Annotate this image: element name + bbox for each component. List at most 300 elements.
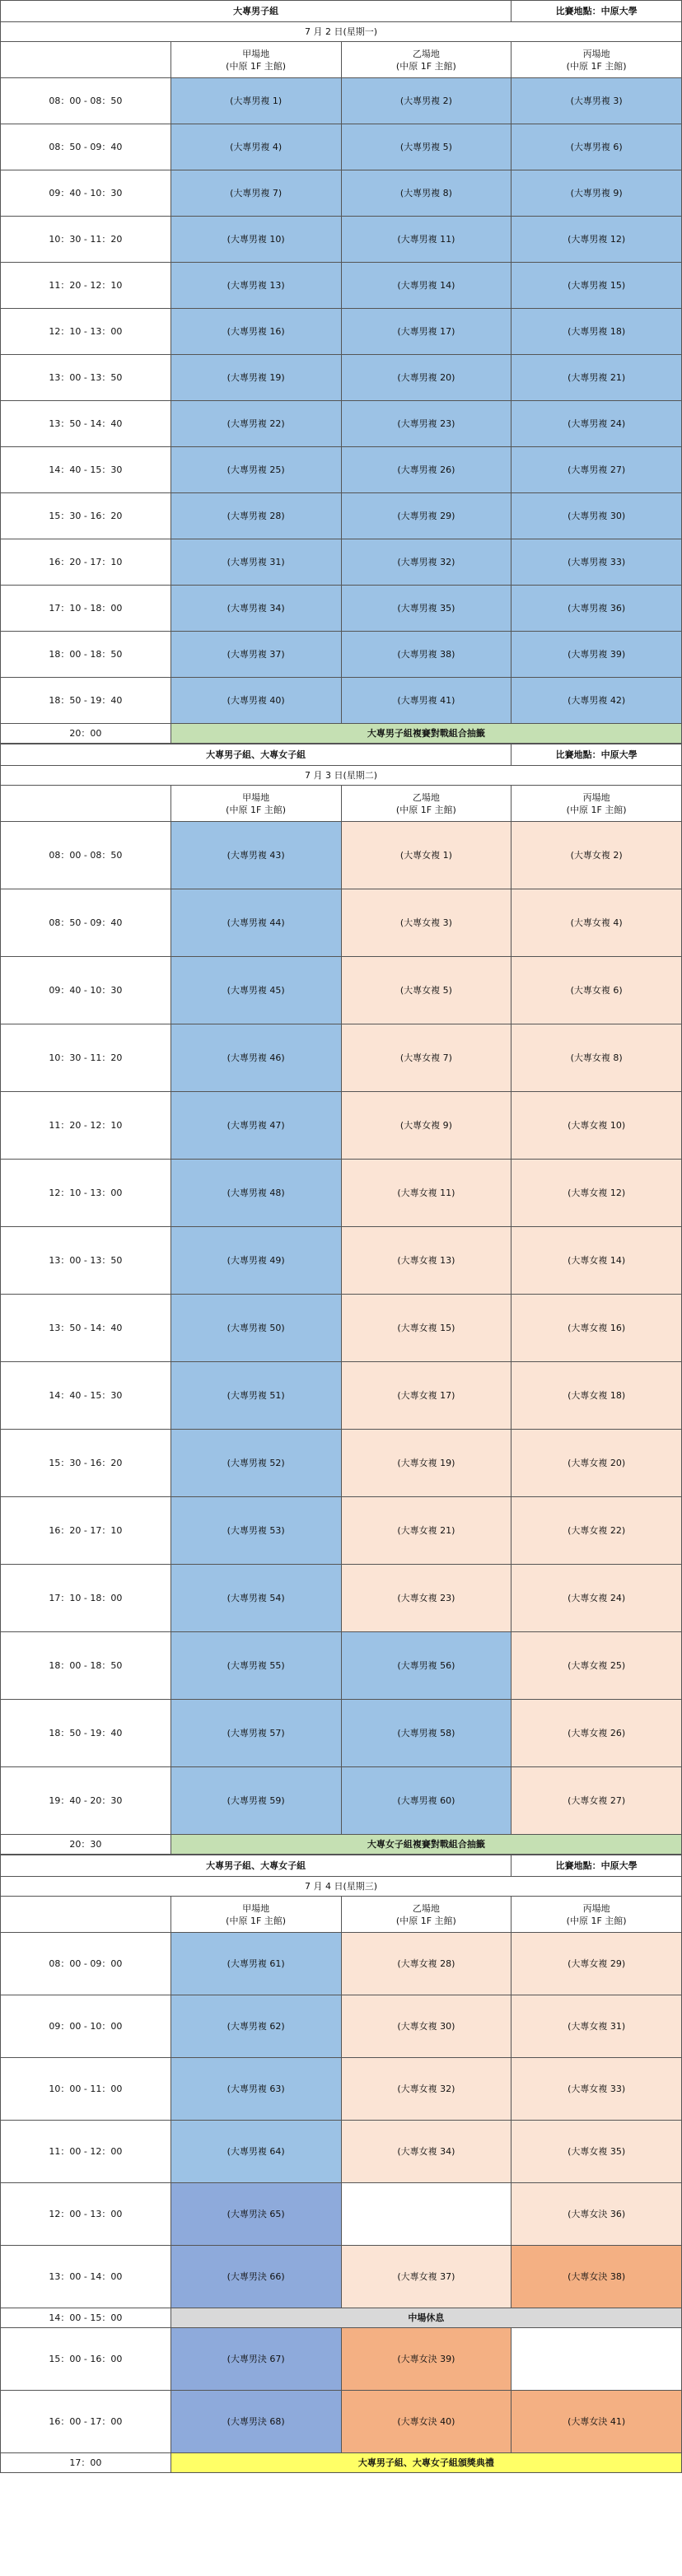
match-text: (大專男複 1) (230, 96, 283, 106)
court-header (170, 1897, 341, 1933)
schedule-row (1, 170, 682, 217)
time-slot: 15：00 - 16：00 (1, 2328, 171, 2391)
match-cell (170, 1767, 341, 1835)
match-text: (大專男複 60) (397, 1795, 455, 1806)
match-text: (大專男複 29) (397, 511, 455, 521)
court-name: 甲場地 (242, 48, 270, 59)
match-cell (170, 632, 341, 678)
match-cell (170, 217, 341, 263)
match-text: (大專男複 27) (568, 464, 626, 475)
time-slot: 18：00 - 18：50 (1, 632, 171, 678)
match-text: (大專男複 21) (568, 372, 626, 383)
match-cell (341, 1160, 512, 1227)
match-text: (大專女複 18) (568, 1390, 626, 1401)
court-header (341, 42, 512, 78)
match-text: (大專女複 11) (397, 1188, 455, 1198)
time-slot: 13：00 - 13：50 (1, 355, 171, 401)
match-cell (341, 1497, 512, 1565)
match-text: (大專女複 30) (397, 2021, 455, 2032)
match-cell (512, 1024, 682, 1092)
match-cell (512, 1295, 682, 1362)
match-cell (512, 586, 682, 632)
time-slot: 18：00 - 18：50 (1, 1632, 171, 1700)
match-text: (大專男複 53) (227, 1525, 285, 1536)
match-cell (341, 1565, 512, 1632)
match-cell (512, 401, 682, 447)
match-cell (170, 1632, 341, 1700)
court-name: 乙場地 (412, 48, 440, 59)
match-text: (大專女複 27) (568, 1795, 626, 1806)
time-slot: 14：40 - 15：30 (1, 1362, 171, 1430)
match-cell (170, 539, 341, 586)
time-slot: 10：30 - 11：20 (1, 217, 171, 263)
match-cell (512, 2058, 682, 2121)
match-cell (512, 2328, 682, 2391)
time-slot: 12：10 - 13：00 (1, 1160, 171, 1227)
schedule-row (1, 124, 682, 170)
match-text: (大專男複 51) (227, 1390, 285, 1401)
match-cell (341, 1632, 512, 1700)
time-slot: 13：00 - 13：50 (1, 1227, 171, 1295)
match-cell (341, 539, 512, 586)
match-cell (341, 263, 512, 309)
time-header (1, 786, 171, 822)
match-cell (170, 2391, 341, 2453)
schedule-row (1, 355, 682, 401)
court-hall: (中原 1F 主館) (566, 804, 627, 815)
time-slot: 10：30 - 11：20 (1, 1024, 171, 1092)
match-text: (大專男複 11) (397, 234, 455, 245)
match-cell (341, 1995, 512, 2058)
match-text: (大專女複 21) (397, 1525, 455, 1536)
match-text: (大專男複 5) (399, 142, 452, 152)
match-text: (大專女複 9) (399, 1120, 452, 1131)
match-cell (170, 401, 341, 447)
match-cell (512, 1632, 682, 1700)
match-cell (170, 1160, 341, 1227)
match-cell (512, 1700, 682, 1767)
match-text: (大專女複 16) (568, 1323, 626, 1333)
match-text: (大專女複 17) (397, 1390, 455, 1401)
schedule-row (1, 1295, 682, 1362)
match-text: (大專男複 44) (227, 917, 285, 928)
match-cell (512, 2121, 682, 2183)
match-cell (170, 2246, 341, 2308)
match-cell (170, 1933, 341, 1995)
closing-time: 20：00 (1, 724, 171, 744)
match-cell (512, 2183, 682, 2246)
time-slot: 13：00 - 14：00 (1, 2246, 171, 2308)
match-cell (341, 493, 512, 539)
match-cell (170, 2328, 341, 2391)
court-name: 甲場地 (242, 791, 270, 803)
match-cell (341, 2246, 512, 2308)
match-text: (大專女複 2) (570, 850, 623, 861)
match-text: (大專男複 9) (570, 188, 623, 198)
time-slot: 08：00 - 08：50 (1, 822, 171, 889)
date-heading: 7 月 4 日(星期三) (1, 1877, 682, 1897)
schedule-row (1, 2183, 682, 2246)
match-cell (512, 309, 682, 355)
court-header (512, 786, 682, 822)
match-text: (大專男複 30) (568, 511, 626, 521)
match-text: (大專男複 22) (227, 418, 285, 429)
match-cell (170, 1227, 341, 1295)
match-text: (大專女決 38) (568, 2271, 626, 2282)
court-hall: (中原 1F 主館) (226, 60, 287, 72)
match-text: (大專女複 3) (399, 917, 452, 928)
match-cell (512, 1227, 682, 1295)
match-text: (大專男複 46) (227, 1052, 285, 1063)
match-text: (大專女複 22) (568, 1525, 626, 1536)
match-text: (大專女複 12) (568, 1188, 626, 1198)
match-text: (大專男複 61) (227, 1958, 285, 1969)
court-name: 乙場地 (412, 1902, 440, 1914)
schedule-row (1, 2246, 682, 2308)
schedule-row (1, 1632, 682, 1700)
match-cell (170, 1565, 341, 1632)
match-cell (512, 217, 682, 263)
match-cell (512, 355, 682, 401)
match-text: (大專男決 67) (227, 2354, 285, 2364)
match-cell (341, 2121, 512, 2183)
match-cell (512, 493, 682, 539)
time-slot: 09：00 - 10：00 (1, 1995, 171, 2058)
match-text: (大專男複 10) (227, 234, 285, 245)
match-cell (170, 1362, 341, 1430)
match-text: (大專男複 55) (227, 1660, 285, 1671)
time-slot: 09：40 - 10：30 (1, 170, 171, 217)
match-cell (170, 678, 341, 724)
match-text: (大專女複 8) (570, 1052, 623, 1063)
schedule-row (1, 1995, 682, 2058)
match-text: (大專男複 12) (568, 234, 626, 245)
match-text: (大專女複 14) (568, 1255, 626, 1266)
court-hall: (中原 1F 主館) (226, 1915, 287, 1926)
match-cell (341, 1024, 512, 1092)
match-cell (341, 1227, 512, 1295)
match-text: (大專男複 17) (397, 326, 455, 337)
time-slot: 15：30 - 16：20 (1, 1430, 171, 1497)
match-cell (170, 124, 341, 170)
match-text: (大專男複 45) (227, 985, 285, 996)
match-text: (大專男複 36) (568, 603, 626, 614)
time-slot: 11：20 - 12：10 (1, 1092, 171, 1160)
schedule-row (1, 822, 682, 889)
match-text: (大專男複 48) (227, 1188, 285, 1198)
match-text: (大專女複 19) (397, 1458, 455, 1468)
match-cell (512, 1933, 682, 1995)
match-cell (341, 632, 512, 678)
match-text: (大專男複 2) (399, 96, 452, 106)
match-text: (大專男複 52) (227, 1458, 285, 1468)
match-text: (大專男複 42) (568, 695, 626, 706)
court-hall: (中原 1F 主館) (566, 1915, 627, 1926)
match-text: (大專男複 32) (397, 557, 455, 567)
time-slot: 13：50 - 14：40 (1, 401, 171, 447)
match-text: (大專男複 13) (227, 280, 285, 291)
schedule-row (1, 1092, 682, 1160)
schedule-row (1, 586, 682, 632)
court-header (170, 42, 341, 78)
match-text: (大專男複 4) (230, 142, 283, 152)
match-cell (512, 1092, 682, 1160)
match-cell (170, 2058, 341, 2121)
time-slot: 11：00 - 12：00 (1, 2121, 171, 2183)
match-cell (170, 355, 341, 401)
time-slot: 11：20 - 12：10 (1, 263, 171, 309)
match-cell (341, 1933, 512, 1995)
match-text: (大專女複 28) (397, 1958, 455, 1969)
match-cell (512, 1497, 682, 1565)
closing-time: 17：00 (1, 2453, 171, 2473)
match-text: (大專女複 5) (399, 985, 452, 996)
match-cell (341, 355, 512, 401)
court-name: 丙場地 (582, 791, 610, 803)
match-text: (大專男複 56) (397, 1660, 455, 1671)
time-slot: 18：50 - 19：40 (1, 678, 171, 724)
match-text: (大專女複 35) (568, 2146, 626, 2157)
match-text: (大專男複 43) (227, 850, 285, 861)
match-text: (大專女複 33) (568, 2084, 626, 2094)
match-cell (341, 586, 512, 632)
match-text: (大專男複 20) (397, 372, 455, 383)
match-cell (341, 678, 512, 724)
match-text: (大專男複 8) (399, 188, 452, 198)
time-slot: 08：50 - 09：40 (1, 124, 171, 170)
closing-banner: 大專男子組複賽對戰組合抽籤 (170, 724, 681, 744)
match-text: (大專男複 39) (568, 649, 626, 660)
match-text: (大專男複 63) (227, 2084, 285, 2094)
match-cell (170, 1092, 341, 1160)
time-slot: 16：20 - 17：10 (1, 1497, 171, 1565)
match-text: (大專女複 15) (397, 1323, 455, 1333)
match-text: (大專男複 54) (227, 1593, 285, 1603)
match-cell (341, 1295, 512, 1362)
schedule-row (1, 2121, 682, 2183)
schedule-row (1, 78, 682, 124)
time-slot: 18：50 - 19：40 (1, 1700, 171, 1767)
match-cell (512, 124, 682, 170)
match-cell (512, 2391, 682, 2453)
match-cell (341, 889, 512, 957)
schedule-row (1, 632, 682, 678)
time-slot: 14：40 - 15：30 (1, 447, 171, 493)
schedule-row (1, 1767, 682, 1835)
match-text: (大專女複 23) (397, 1593, 455, 1603)
schedule-row (1, 2391, 682, 2453)
match-text: (大專女複 29) (568, 1958, 626, 1969)
match-text: (大專男決 68) (227, 2416, 285, 2427)
match-text: (大專男複 40) (227, 695, 285, 706)
match-cell (170, 1700, 341, 1767)
schedule-row (1, 1362, 682, 1430)
match-text: (大專男複 16) (227, 326, 285, 337)
match-cell (170, 78, 341, 124)
match-text: (大專女複 32) (397, 2084, 455, 2094)
schedule-row (1, 1565, 682, 1632)
schedule-row (1, 678, 682, 724)
time-slot: 15：30 - 16：20 (1, 493, 171, 539)
match-text: (大專女決 41) (568, 2416, 626, 2427)
group-title: 大專男子組、大專女子組 (1, 1855, 512, 1877)
match-cell (341, 957, 512, 1024)
time-slot: 16：20 - 17：10 (1, 539, 171, 586)
match-cell (170, 309, 341, 355)
match-cell (512, 1430, 682, 1497)
court-header (341, 1897, 512, 1933)
match-cell (170, 2121, 341, 2183)
court-hall: (中原 1F 主館) (566, 60, 627, 72)
match-cell (512, 447, 682, 493)
match-cell (512, 957, 682, 1024)
match-text: (大專女複 1) (399, 850, 452, 861)
match-cell (341, 447, 512, 493)
match-cell (170, 1024, 341, 1092)
time-slot: 19：40 - 20：30 (1, 1767, 171, 1835)
schedule-row (1, 401, 682, 447)
venue-label: 比賽地點：中原大學 (512, 1, 682, 22)
match-text: (大專男複 34) (227, 603, 285, 614)
match-text: (大專男複 50) (227, 1323, 285, 1333)
match-text: (大專女決 40) (397, 2416, 455, 2427)
schedule-row (1, 1227, 682, 1295)
schedule-row (1, 2058, 682, 2121)
time-slot: 12：00 - 13：00 (1, 2183, 171, 2246)
match-cell (341, 1700, 512, 1767)
match-cell (512, 263, 682, 309)
match-text: (大專男複 64) (227, 2146, 285, 2157)
match-cell (341, 2328, 512, 2391)
match-text: (大專男複 26) (397, 464, 455, 475)
match-cell (341, 2058, 512, 2121)
match-cell (170, 586, 341, 632)
schedule-row (1, 957, 682, 1024)
match-text: (大專女複 20) (568, 1458, 626, 1468)
match-cell (170, 889, 341, 957)
time-header (1, 1897, 171, 1933)
schedule-row (1, 447, 682, 493)
match-cell (170, 493, 341, 539)
match-text: (大專男複 33) (568, 557, 626, 567)
time-slot: 09：40 - 10：30 (1, 957, 171, 1024)
match-text: (大專男複 25) (227, 464, 285, 475)
match-text: (大專男複 14) (397, 280, 455, 291)
schedule-row (1, 889, 682, 957)
break-time: 14：00 - 15：00 (1, 2308, 171, 2328)
schedule-row (1, 2328, 682, 2391)
match-cell (341, 309, 512, 355)
match-cell (341, 170, 512, 217)
match-cell (170, 957, 341, 1024)
break-banner: 中場休息 (170, 2308, 681, 2328)
match-cell (512, 889, 682, 957)
match-text: (大專男複 24) (568, 418, 626, 429)
match-cell (341, 1430, 512, 1497)
match-text: (大專男複 15) (568, 280, 626, 291)
match-cell (341, 1092, 512, 1160)
match-cell (341, 217, 512, 263)
match-text: (大專男複 47) (227, 1120, 285, 1131)
match-text: (大專女複 13) (397, 1255, 455, 1266)
court-hall: (中原 1F 主館) (395, 1915, 456, 1926)
match-text: (大專男複 28) (227, 511, 285, 521)
court-hall: (中原 1F 主館) (226, 804, 287, 815)
match-cell (341, 1767, 512, 1835)
match-text: (大專男複 62) (227, 2021, 285, 2032)
match-text: (大專男複 49) (227, 1255, 285, 1266)
closing-banner: 大專男子組、大專女子組頒獎典禮 (170, 2453, 681, 2473)
match-text: (大專男複 7) (230, 188, 283, 198)
schedule-row (1, 1497, 682, 1565)
match-text: (大專女複 7) (399, 1052, 452, 1063)
court-hall: (中原 1F 主館) (395, 60, 456, 72)
match-cell (512, 632, 682, 678)
schedule-table-day1 (0, 0, 682, 744)
time-slot: 12：10 - 13：00 (1, 309, 171, 355)
match-text: (大專男複 18) (568, 326, 626, 337)
time-slot: 16：00 - 17：00 (1, 2391, 171, 2453)
court-header (170, 786, 341, 822)
match-cell (170, 2183, 341, 2246)
time-slot: 17：10 - 18：00 (1, 1565, 171, 1632)
match-cell (170, 263, 341, 309)
match-text: (大專男複 6) (570, 142, 623, 152)
match-cell (170, 447, 341, 493)
court-name: 甲場地 (242, 1902, 270, 1914)
match-cell (512, 2246, 682, 2308)
schedule-row (1, 1160, 682, 1227)
match-text: (大專女複 37) (397, 2271, 455, 2282)
match-text: (大專男複 37) (227, 649, 285, 660)
match-text: (大專女複 25) (568, 1660, 626, 1671)
match-cell (512, 1160, 682, 1227)
schedule-row (1, 1700, 682, 1767)
match-cell (170, 1497, 341, 1565)
court-name: 乙場地 (412, 791, 440, 803)
match-text: (大專女複 10) (568, 1120, 626, 1131)
closing-banner: 大專女子組複賽對戰組合抽籤 (170, 1835, 681, 1855)
match-cell (512, 1362, 682, 1430)
match-text: (大專男複 35) (397, 603, 455, 614)
match-cell (341, 1362, 512, 1430)
match-cell (341, 2391, 512, 2453)
match-text: (大專男複 31) (227, 557, 285, 567)
match-text: (大專男複 59) (227, 1795, 285, 1806)
match-cell (170, 1295, 341, 1362)
court-header (512, 42, 682, 78)
match-text: (大專女複 26) (568, 1728, 626, 1738)
match-text: (大專女複 6) (570, 985, 623, 996)
schedule-row (1, 217, 682, 263)
closing-time: 20：30 (1, 1835, 171, 1855)
match-text: (大專女複 31) (568, 2021, 626, 2032)
match-text: (大專男複 58) (397, 1728, 455, 1738)
match-text: (大專女複 4) (570, 917, 623, 928)
match-cell (170, 822, 341, 889)
date-heading: 7 月 2 日(星期一) (1, 22, 682, 42)
match-text: (大專女複 34) (397, 2146, 455, 2157)
match-cell (512, 1565, 682, 1632)
match-text: (大專女複 24) (568, 1593, 626, 1603)
venue-label: 比賽地點：中原大學 (512, 1855, 682, 1877)
match-cell (512, 539, 682, 586)
schedule-row (1, 1933, 682, 1995)
court-name: 丙場地 (582, 1902, 610, 1914)
time-slot: 08：50 - 09：40 (1, 889, 171, 957)
court-header (341, 786, 512, 822)
match-cell (341, 124, 512, 170)
